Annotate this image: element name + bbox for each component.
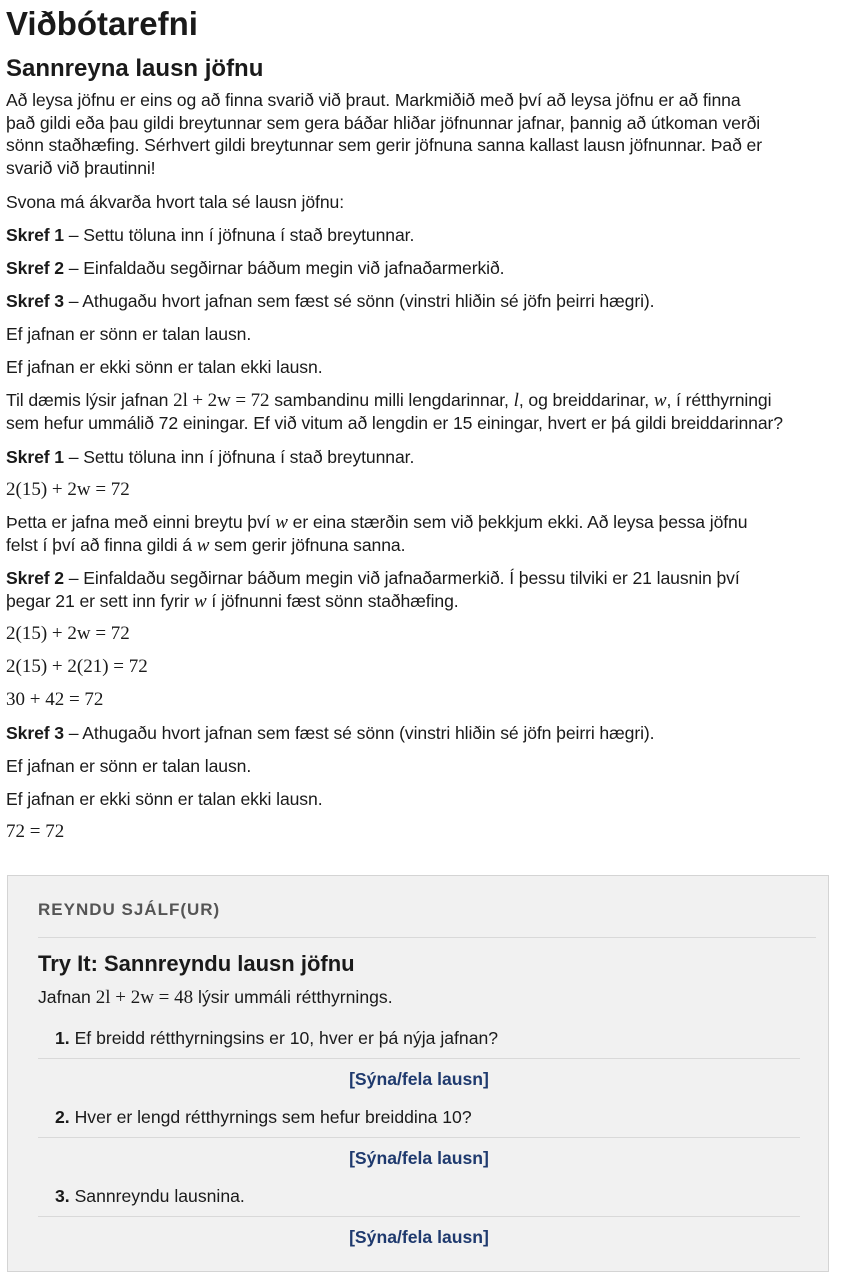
equation-2: 2(15) + 2w = 72	[6, 623, 130, 644]
step-3	[6, 290, 840, 313]
equation-4: 30 + 42 = 72	[6, 689, 104, 710]
example-true-line: Ef jafnan er sönn er talan lausn.	[6, 756, 252, 776]
example-text-a1: Til dæmis lýsir jafnan	[6, 390, 174, 410]
question-1-text: Ef breidd rétthyrningsins er 10, hver er þá nýja jafnan?	[69, 1028, 499, 1048]
explain-text-b3: felst í því að finna gildi á	[6, 535, 197, 555]
var-w: w	[653, 390, 667, 411]
show-hide-solution-1-button[interactable]: [Sýna/fela lausn]	[349, 1069, 489, 1089]
question-2-text: Hver er lengd rétthyrnings sem hefur breiddina 10?	[69, 1107, 472, 1127]
example-text-a2: sambandinu milli lengdarinnar,	[269, 390, 514, 410]
question-1	[55, 1028, 498, 1049]
step-1-text: – Settu töluna inn í jöfnuna í stað breytunnar.	[63, 225, 415, 245]
example-step-2	[6, 567, 840, 590]
var-l: l	[513, 390, 519, 411]
try-it-intro	[38, 987, 393, 1009]
equation-3: 2(15) + 2(21) = 72	[6, 656, 148, 677]
step-1-label: Skref 1	[6, 225, 64, 245]
example-step-3-text: – Athugaðu hvort jafnan sem fæst sé sönn (vinstri hliðin sé jöfn þeirri hægri).	[63, 723, 655, 743]
example-equation: 2l + 2w = 72	[173, 390, 270, 411]
example-step-2-cont	[6, 590, 840, 614]
step-2-cont-text-1: þegar 21 er sett inn fyrir	[6, 591, 194, 611]
intro-line-1: Að leysa jöfnu er eins og að finna svarið við þraut. Markmiðið með því að leysa jöfnu er að finna	[6, 90, 741, 110]
try-it-intro-text-2: lýsir ummáli rétthyrnings.	[193, 987, 393, 1007]
question-divider	[38, 1216, 800, 1217]
example-text-a3: , og breiddarinar,	[518, 390, 654, 410]
var-w: w	[194, 591, 207, 612]
example-false-line: Ef jafnan er ekki sönn er talan ekki lausn.	[6, 789, 323, 809]
example-step-2-text: – Einfaldaðu segðirnar báðum megin við jafnaðarmerkið. Í þessu tilviki er 21 lausnin því	[63, 568, 740, 588]
example-line-1	[6, 389, 840, 413]
page-title: Viðbótarefni	[6, 5, 198, 42]
explain-text-b2: er eina stærðin sem við þekkjum ekki. Að leysa þessa jöfnu	[287, 512, 748, 532]
true-line: Ef jafnan er sönn er talan lausn.	[6, 324, 252, 344]
intro-line-4: svarið við þrautinni!	[6, 158, 156, 178]
explain-text-b4: sem gerir jöfnuna sanna.	[209, 535, 406, 555]
try-it-title: Try It: Sannreyndu lausn jöfnu	[38, 951, 355, 976]
explain-line-1	[6, 511, 840, 535]
step-1	[6, 224, 840, 247]
example-step-1-label: Skref 1	[6, 447, 64, 467]
intro-line-3: sönn staðhæfing. Sérhvert gildi breytunnar sem gerir jöfnuna sanna kallast lausn jöfnunnar. Það er	[6, 135, 762, 155]
example-step-3	[6, 722, 840, 745]
false-line: Ef jafnan er ekki sönn er talan ekki lausn.	[6, 357, 323, 377]
show-hide-solution-2-button[interactable]: [Sýna/fela lausn]	[349, 1148, 489, 1168]
example-line-2: sem hefur ummálið 72 einingar. Ef við vitum að lengdin er 15 einingar, hvert er þá gildi breiddarinnar?	[6, 413, 783, 433]
equation-1: 2(15) + 2w = 72	[6, 479, 130, 500]
intro-line-2: það gildi eða þau gildi breytunnar sem gera báðar hliðar jöfnunnar jafnar, þannig að útkoman verði	[6, 113, 761, 133]
example-text-a4: , í rétthyrningi	[666, 390, 772, 410]
step-3-label: Skref 3	[6, 291, 64, 311]
question-2	[55, 1107, 472, 1128]
step-2	[6, 257, 840, 280]
panel-divider	[38, 937, 816, 938]
var-w: w	[196, 535, 210, 556]
try-it-equation: 2l + 2w = 48	[95, 987, 194, 1008]
var-w: w	[275, 512, 288, 533]
equation-5: 72 = 72	[6, 821, 65, 842]
show-hide-solution-3-button[interactable]: [Sýna/fela lausn]	[349, 1227, 489, 1247]
question-divider	[38, 1058, 800, 1059]
section-title: Sannreyna lausn jöfnu	[6, 55, 264, 82]
explain-line-2	[6, 534, 840, 558]
question-3	[55, 1186, 245, 1207]
step-2-label: Skref 2	[6, 258, 64, 278]
example-step-3-label: Skref 3	[6, 723, 64, 743]
question-1-number: 1.	[55, 1028, 70, 1048]
try-it-intro-text-1: Jafnan	[38, 987, 96, 1007]
example-step-2-label: Skref 2	[6, 568, 64, 588]
step-3-text: – Athugaðu hvort jafnan sem fæst sé sönn (vinstri hliðin sé jöfn þeirri hægri).	[63, 291, 655, 311]
question-3-number: 3.	[55, 1186, 70, 1206]
try-it-header: REYNDU SJÁLF(UR)	[38, 900, 221, 919]
step-2-cont-text-2: í jöfnunni fæst sönn staðhæfing.	[206, 591, 459, 611]
example-step-1-text: – Settu töluna inn í jöfnuna í stað breytunnar.	[63, 447, 415, 467]
explain-text-b1: Þetta er jafna með einni breytu því	[6, 512, 276, 532]
question-2-number: 2.	[55, 1107, 70, 1127]
question-3-text: Sannreyndu lausnina.	[69, 1186, 245, 1206]
question-divider	[38, 1137, 800, 1138]
example-step-1	[6, 446, 840, 469]
step-2-text: – Einfaldaðu segðirnar báðum megin við jafnaðarmerkið.	[63, 258, 505, 278]
try-it-panel	[7, 875, 829, 1272]
how-to-text: Svona má ákvarða hvort tala sé lausn jöfnu:	[6, 192, 344, 212]
